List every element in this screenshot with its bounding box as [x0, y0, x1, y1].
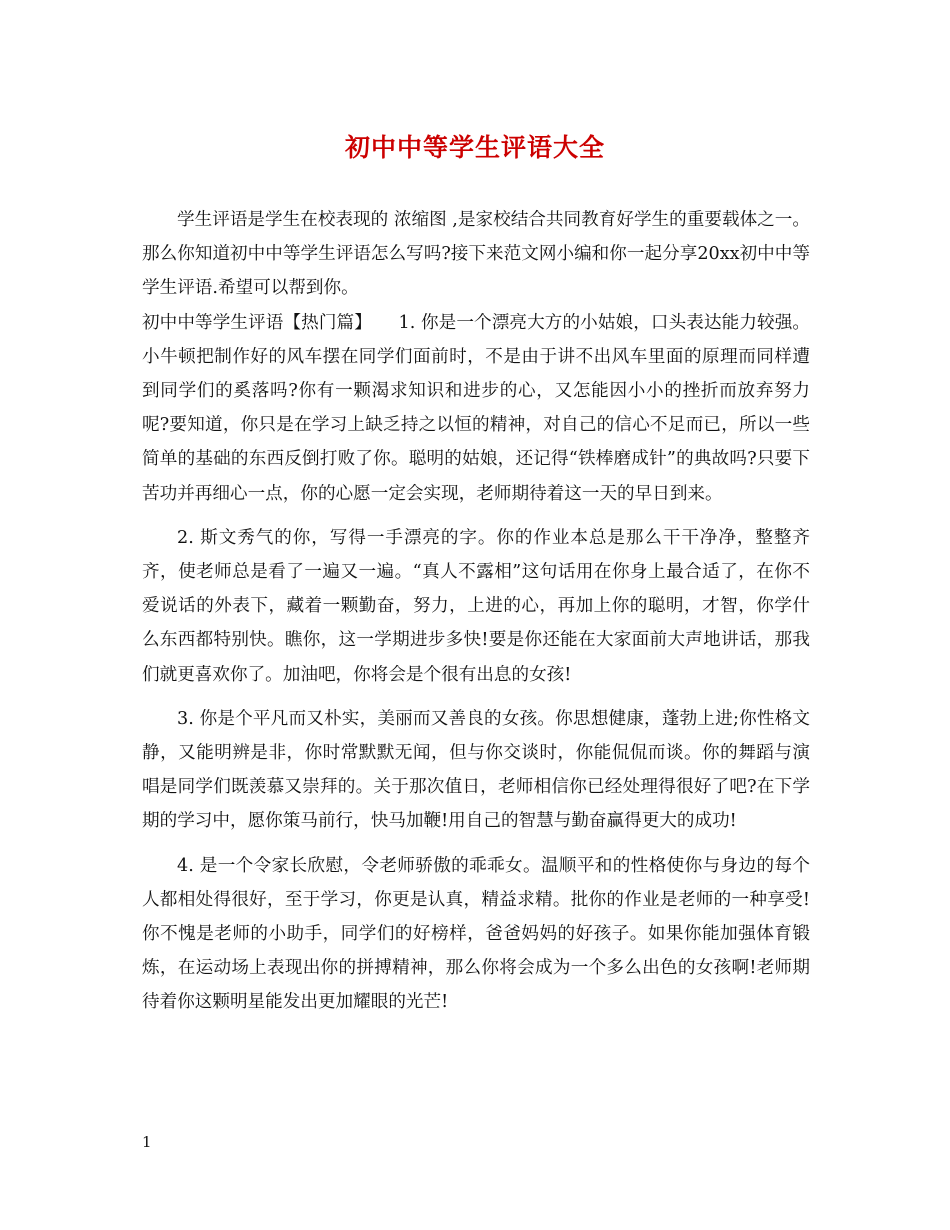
document-body: [142, 203, 810, 1020]
comment-paragraph-2: 2. 斯文秀气的你，写得一手漂亮的字。你的作业本总是那么干干净净，整整齐齐，使老师总是看了一遍又一遍。“真人不露相”这句话用在你身上最合适了，在你不爱说话的外表下，藏着一颗勤奋，努力，上进的心，再加上你的聪明，才智，你学什么东西都特别快。瞧你，这一学期进步多快!要是你还能在大家面前大声地讲话，那我们就更喜欢你了。加油吧，你将会是个很有出息的女孩!: [142, 527, 810, 685]
intro-paragraph: 学生评语是学生在校表现的 浓缩图 ,是家校结合共同教育好学生的重要载体之一。那么你知道初中中等学生评语怎么写吗?接下来范文网小编和你一起分享20xx初中中等学生评语.希望可以帮到你。: [142, 210, 810, 299]
document-title: 初中中等学生评语大全: [344, 133, 605, 162]
comment-paragraph-1: 初中中等学生评语【热门篇】 1. 你是一个漂亮大方的小姑娘，口头表达能力较强。小牛顿把制作好的风车摆在同学们面前时，不是由于讲不出风车里面的原理而同样遭到同学们的奚落吗?你有一颗渴求知识和进步的心，又怎能因小小的挫折而放弃努力呢?要知道，你只是在学习上缺乏持之以恒的精神，对自己的信心不足而已，所以一些简单的基础的东西反倒打败了你。聪明的姑娘，还记得“铁棒磨成针”的典故吗?只要下苦功并再细心一点，你的心愿一定会实现，老师期待着这一天的早日到来。: [142, 312, 810, 504]
page-number: 1: [142, 1133, 152, 1151]
comment-paragraph-3: 3. 你是个平凡而又朴实，美丽而又善良的女孩。你思想健康，蓬勃上进;你性格文静，又能明辨是非，你时常默默无闻，但与你交谈时，你能侃侃而谈。你的舞蹈与演唱是同学们既羡慕又崇拜的。关于那次值日，老师相信你已经处理得很好了吧?在下学期的学习中，愿你策马前行，快马加鞭!用自己的智慧与勤奋赢得更大的成功!: [142, 708, 810, 832]
comment-paragraph-4: 4. 是一个令家长欣慰，令老师骄傲的乖乖女。温顺平和的性格使你与身边的每个人都相处得很好，至于学习，你更是认真，精益求精。批你的作业是老师的一种享受!你不愧是老师的小助手，同学们的好榜样，爸爸妈妈的好孩子。如果你能加强体育锻炼，在运动场上表现出你的拼搏精神，那么你将会成为一个多么出色的女孩啊!老师期待着你这颗明星能发出更加耀眼的光芒!: [142, 855, 810, 1013]
